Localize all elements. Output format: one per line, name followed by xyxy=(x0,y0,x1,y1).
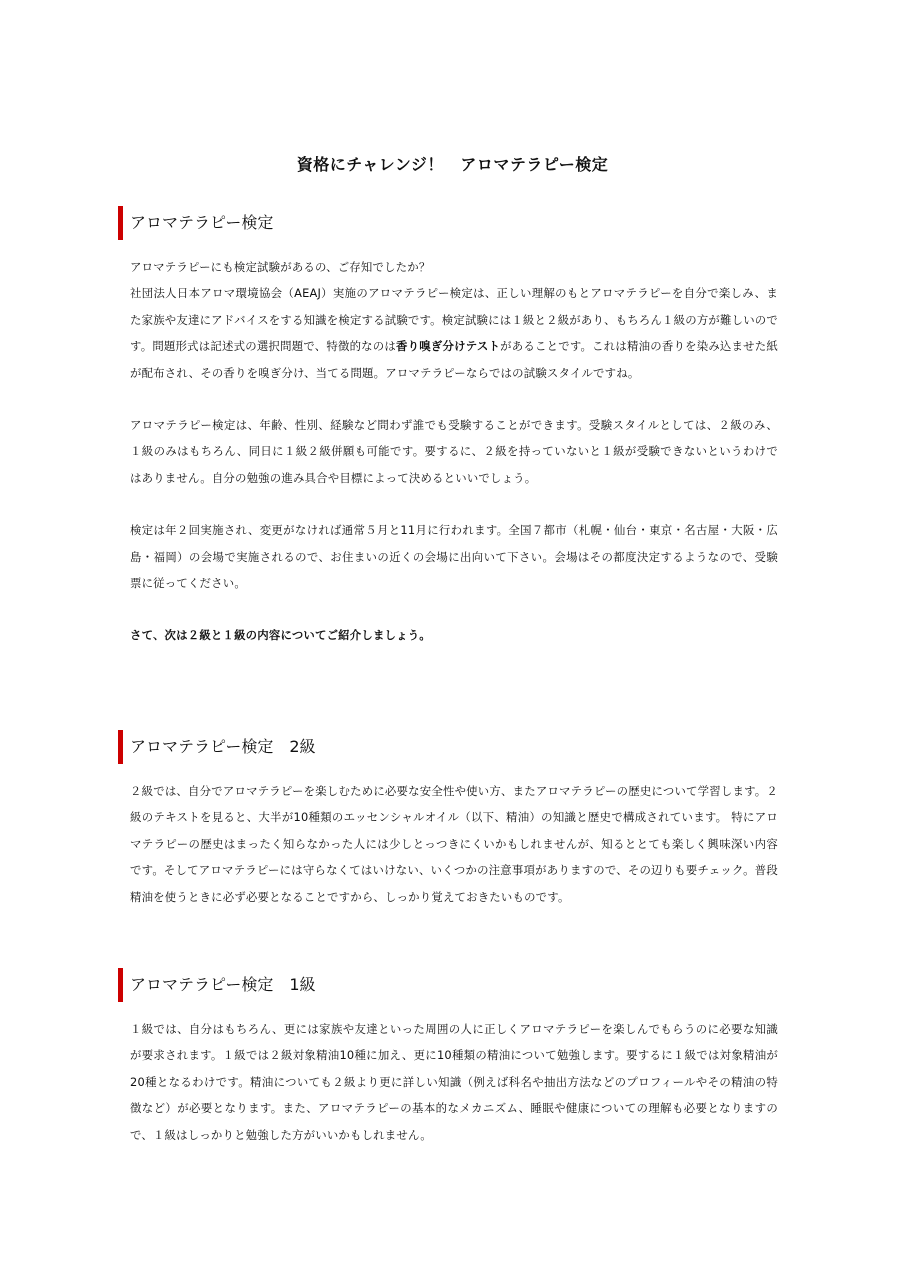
section-heading xyxy=(118,968,778,1002)
section-grade-2 xyxy=(118,730,778,910)
section-heading-text: アロマテラピー検定 1級 xyxy=(130,975,316,994)
heading-accent-bar xyxy=(118,206,123,240)
section-heading xyxy=(118,730,778,764)
heading-accent-bar xyxy=(118,730,123,764)
section-grade-1 xyxy=(118,968,778,1148)
paragraph: ２級では、自分でアロマテラピーを楽しむために必要な安全性や使い方、またアロマテラピーの歴史について学習します。２級のテキストを見ると、大半が10種類のエッセンシャルオイル（以下、精油）の知識と歴史で構成されています。 特にアロマテラピーの歴史はまったく知らなかった人には少しとっつきにくいかもしれませんが、知るととても楽しく興味深い内容です。そしてアロマテラピーには守らなくてはいけない、いくつかの注意事項がありますので、その辺りも要チェック。普段精油を使うときに必ず必要となることですから、しっかり覚えておきたいものです。 xyxy=(130,784,778,904)
paragraph-bold: さて、次は２級と１級の内容についてご紹介しましょう。 xyxy=(130,628,431,643)
paragraph: １級では、自分はもちろん、更には家族や友達といった周囲の人に正しくアロマテラピーを楽しんでもらうのに必要な知識が要求されます。１級では２級対象精油10種に加え、更に10種類の精油について勉強します。要するに１級では対象精油が20種となるわけです。精油についても２級より更に詳しい知識（例えば科名や抽出方法などのプロフィールやその精油の特徴など）が必要となります。また、アロマテラピーの基本的なメカニズム、睡眠や健康についての理解も必要となりますので、１級はしっかりと勉強した方がいいかもしれません。 xyxy=(130,1022,778,1142)
section-heading xyxy=(118,206,778,240)
document-title: 資格にチャレンジ！ アロマテラピー検定 xyxy=(296,155,609,174)
paragraph xyxy=(118,280,778,386)
section-heading-text: アロマテラピー検定 xyxy=(130,213,274,232)
heading-accent-bar xyxy=(118,968,123,1002)
paragraph: アロマテラピーにも検定試験があるの、ご存知でしたか？ xyxy=(130,260,431,274)
paragraph-text: があることです。これは精油の香りを染み込ませた紙が配布され、その香りを嗅ぎ分け、当てる問題。アロマテラピーならではの試験スタイルですね。 xyxy=(130,339,778,380)
paragraph: アロマテラピー検定は、年齢、性別、経験など問わず誰でも受験することができます。受験スタイルとしては、２級のみ、１級のみはもちろん、同日に１級２級併願も可能です。要するに、２級を持っていないと１級が受験できないというわけではありません。自分の勉強の進み具合や目標によって決めるといいでしょう。 xyxy=(130,418,778,485)
section-heading-text: アロマテラピー検定 2級 xyxy=(130,737,316,756)
paragraph: 検定は年２回実施され、変更がなければ通常５月と11月に行われます。全国７都市（札幌・仙台・東京・名古屋・大阪・広島・福岡）の会場で実施されるので、お住まいの近くの会場に出向いて下さい。会場はその都度決定するようなので、受験票に従ってください。 xyxy=(130,523,778,591)
emphasis-text: 香り嗅ぎ分けテスト xyxy=(396,339,501,354)
paragraph-text: 社団法人日本アロマ環境協会（AEAJ）実施のアロマテラピー検定は、正しい理解のもとアロマテラピーを自分で楽しみ、また家族や友達にアドバイスをする知識を検定する試験です。検定試験には１級と２級があり、もちろん１級の方が難しいのです。問題形式は記述式の選択問題で、特徴的なのは xyxy=(130,286,778,354)
section-aroma-kentei xyxy=(118,206,778,649)
